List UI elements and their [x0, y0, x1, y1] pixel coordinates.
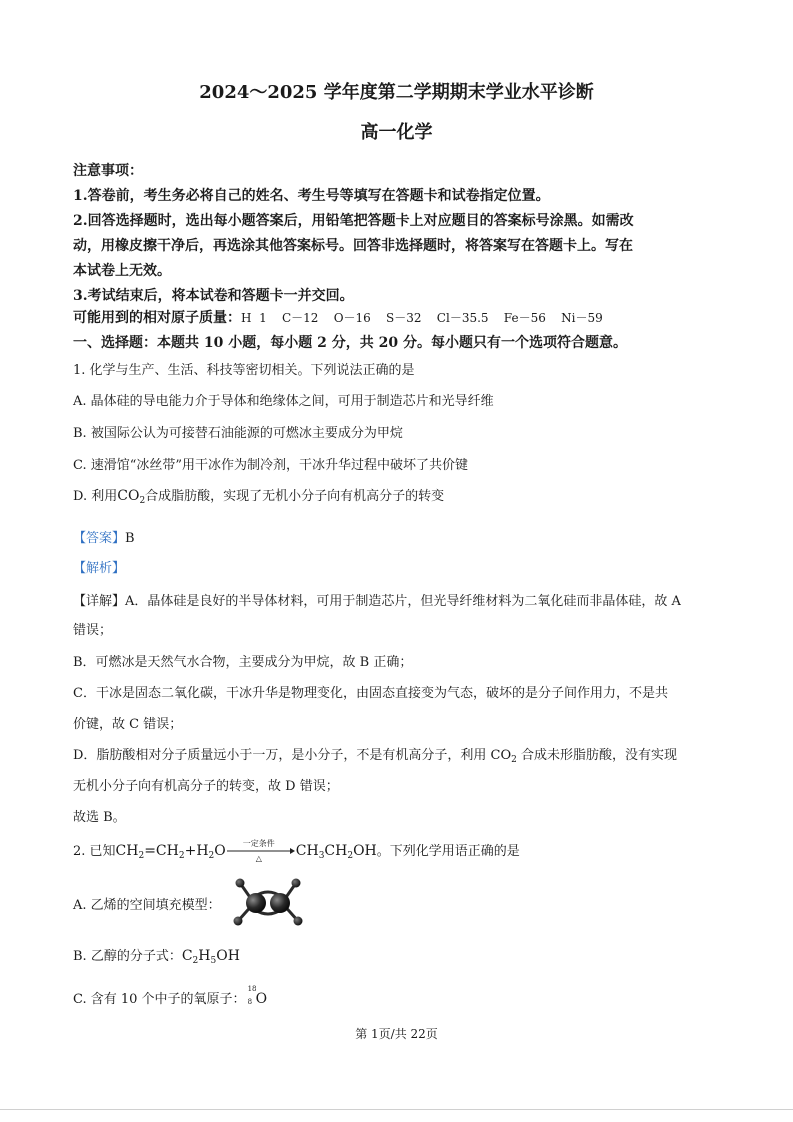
formula-sub: 5 — [210, 956, 217, 966]
mass-number: 18 — [247, 985, 257, 993]
q1-stem: 1. 化学与生产、生活、科技等密切相关。下列说法正确的是 — [73, 363, 415, 378]
eq-term: CH — [324, 843, 348, 859]
q2-stem — [73, 839, 520, 863]
q1-detail-c2: 价键，故 C 错误； — [73, 717, 183, 732]
atomic-mass-values: H 1 C－12 O－16 S－32 Cl－35.5 Fe－56 Ni－59 — [241, 311, 603, 325]
eq-term: CH — [295, 843, 319, 859]
note-2: 2.回答选择题时，选出每小题答案后，用铅笔把答题卡上对应题目的答案标号涂黑。如需改 — [73, 213, 634, 229]
eq-term: CH — [115, 843, 139, 859]
q1-option-d-formula: CO — [117, 488, 140, 504]
eq-term: OH — [353, 843, 377, 859]
exam-title: 2024～2025 学年度第二学期期末学业水平诊断 — [199, 82, 594, 103]
q1-option-d-sub: 2 — [139, 496, 146, 506]
reaction-condition: 一定条件 — [242, 839, 275, 848]
q2-stem-pre: 2. 已知 — [73, 844, 116, 859]
detail-d1-sub: 2 — [511, 755, 517, 765]
eq-term: O — [214, 843, 226, 859]
eq-sub: 2 — [138, 851, 145, 861]
eq-sub: 3 — [318, 851, 325, 861]
q1-option-b: B. 被国际公认为可接替石油能源的可燃冰主要成分为甲烷 — [73, 426, 403, 441]
q1-detail-d2: 无机小分子向有机高分子的转变，故 D 错误； — [73, 779, 339, 794]
atomic-mass-label: 可能用到的相对原子质量： — [73, 310, 241, 326]
q1-option-d — [73, 485, 444, 504]
q1-answer — [73, 527, 135, 546]
q2-equation — [115, 839, 377, 863]
q2-option-c-pre: C. 含有 10 个中子的氧原子： — [73, 992, 246, 1007]
formula-term: H — [198, 948, 211, 964]
note-2-cont: 动，用橡皮擦干净后，再选涂其他答案标号。回答非选择题时，将答案写在答题卡上。写在 — [73, 238, 633, 254]
atomic-number: 8 — [247, 998, 253, 1006]
eq-sub: 2 — [178, 851, 185, 861]
note-1: 1.答卷前，考生务必将自己的姓名、考生号等填写在答题卡和试卷指定位置。 — [73, 188, 550, 204]
q1-detail-b: B．可燃冰是天然气水合物，主要成分为甲烷，故 B 正确； — [73, 655, 413, 670]
reaction-heat: △ — [255, 854, 262, 863]
page-footer: 第 1页/共 22页 — [355, 1027, 438, 1041]
q2-option-b-formula — [182, 948, 240, 964]
detail-tag: 【详解】 — [73, 594, 126, 609]
formula-sub: 2 — [192, 956, 199, 966]
atomic-mass-line — [73, 307, 603, 327]
q2-option-b — [73, 945, 240, 964]
q1-option-c: C. 速滑馆“冰丝带”用干冰作为制冷剂，干冰升华过程中破坏了共价键 — [73, 458, 469, 473]
eq-term: =CH — [144, 843, 179, 859]
reaction-arrow — [226, 839, 296, 863]
detail-d1-pre: D．脂肪酸相对分子质量远小于一万，是小分子，不是有机高分子，利用 CO — [73, 748, 512, 763]
eq-term: +H — [184, 843, 209, 859]
q2-stem-post: 。下列化学用语正确的是 — [376, 844, 520, 859]
isotope-notation — [246, 985, 257, 1007]
q1-option-a: A. 晶体硅的导电能力介于导体和绝缘体之间，可用于制造芯片和光导纤维 — [73, 394, 494, 409]
answer-value: B — [125, 531, 135, 546]
q1-conclusion: 故选 B。 — [73, 810, 126, 825]
analysis-tag: 【解析】 — [73, 561, 126, 576]
section-heading: 一、选择题：本题共 10 小题，每小题 2 分，共 20 分。每小题只有一个选项符合题意。 — [73, 335, 627, 351]
note-2-end: 本试卷上无效。 — [73, 263, 171, 279]
q1-option-d-pre: D. 利用 — [73, 489, 118, 504]
formula-term: OH — [216, 948, 240, 964]
q1-detail-a1 — [73, 590, 681, 609]
eq-sub: 2 — [347, 851, 354, 861]
answer-tag: 【答案】 — [73, 531, 126, 546]
exam-subject: 高一化学 — [360, 122, 433, 143]
q1-detail-d1 — [73, 744, 677, 763]
eq-sub: 2 — [208, 851, 215, 861]
q2-option-b-pre: B. 乙醇的分子式： — [73, 949, 182, 964]
q2-option-a: A. 乙烯的空间填充模型： — [73, 898, 221, 913]
note-3: 3.考试结束后，将本试卷和答题卡一并交回。 — [73, 288, 354, 304]
q1-detail-a2: 错误； — [73, 623, 113, 638]
notes-heading: 注意事项： — [73, 163, 143, 179]
bottom-divider — [0, 1109, 793, 1110]
detail-a1-text: A．晶体硅是良好的半导体材料，可用于制造芯片，但光导纤维材料为二氧化硅而非晶体硅，故 A — [125, 594, 681, 609]
detail-d1-post: 合成未形脂肪酸，没有实现 — [516, 748, 678, 763]
isotope-symbol: O — [255, 991, 268, 1007]
q1-option-d-post: 合成脂肪酸，实现了无机小分子向有机高分子的转变 — [145, 489, 445, 504]
formula-term: C — [181, 948, 193, 964]
q2-option-c — [73, 985, 268, 1007]
q1-detail-c1: C．干冰是固态二氧化碳，干冰升华是物理变化，由固态直接变为气态，破坏的是分子间作用力，不是共 — [73, 686, 668, 701]
ethylene-model-image — [228, 877, 308, 929]
